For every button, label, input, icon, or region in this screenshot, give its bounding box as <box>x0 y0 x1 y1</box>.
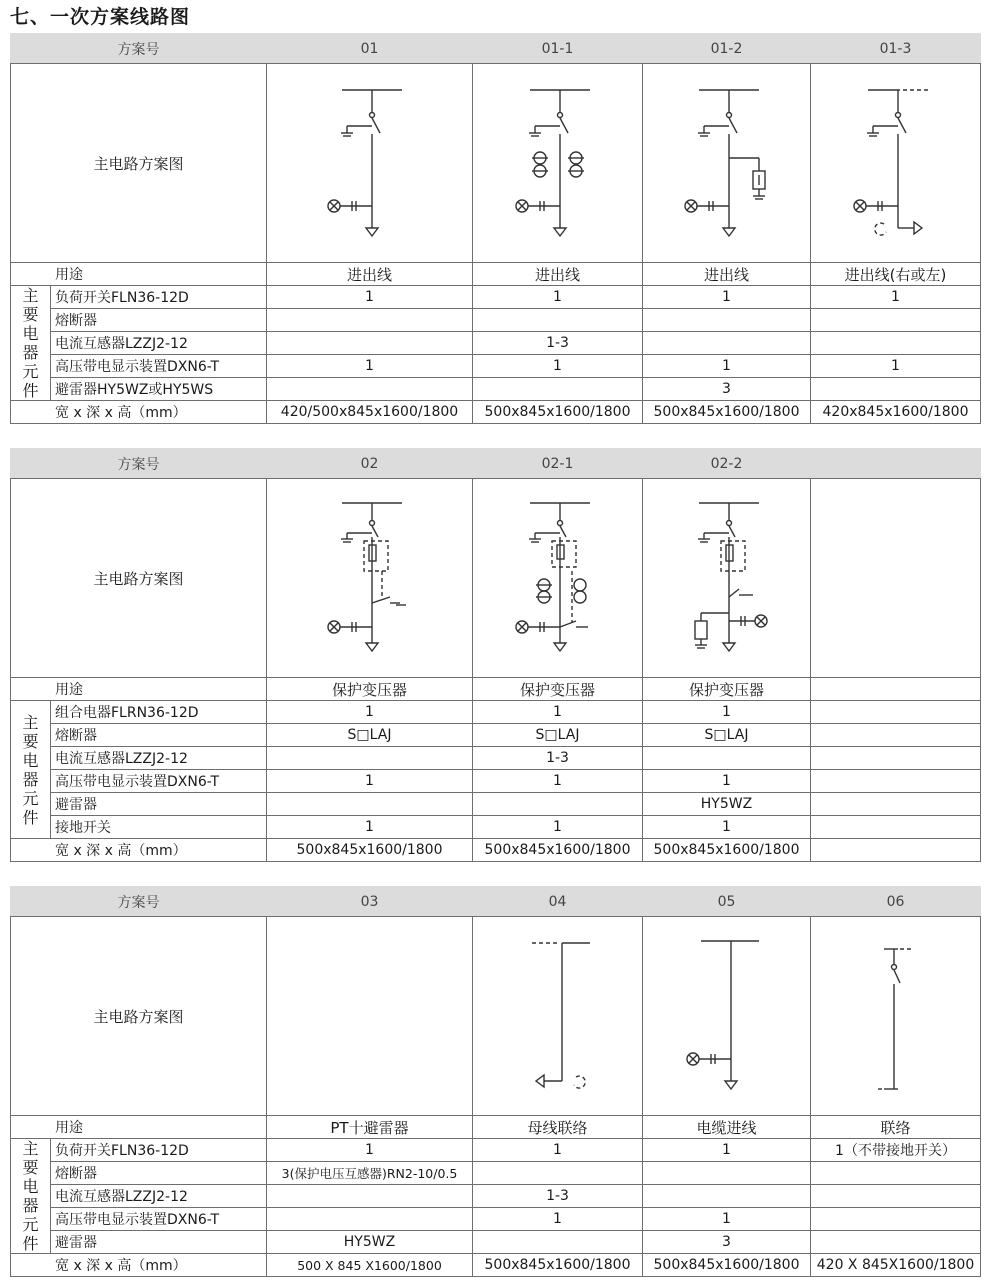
empty-diagram-cell <box>267 917 473 1116</box>
component-row <box>11 701 981 724</box>
component-value <box>811 747 981 770</box>
component-label: 避雷器HY5WZ或HY5WS <box>51 378 267 401</box>
component-value <box>811 724 981 747</box>
component-value: 1 <box>811 286 981 309</box>
circuit-diagram-06 <box>811 917 981 1116</box>
scheme-table-1 <box>10 33 981 424</box>
component-value: 1 <box>267 701 473 724</box>
usage-row <box>11 1116 981 1139</box>
component-value: 1 <box>643 1139 811 1162</box>
component-value <box>643 1185 811 1208</box>
size-value: 420 X 845X1600/1800 <box>811 1254 981 1277</box>
scheme-table-2 <box>10 448 981 862</box>
component-value: HY5WZ <box>267 1231 473 1254</box>
component-value: 1 <box>811 355 981 378</box>
usage-value: 电缆进线 <box>643 1116 811 1139</box>
component-label: 电流互感器LZZJ2-12 <box>51 332 267 355</box>
usage-value: 保护变压器 <box>267 678 473 701</box>
circuit-diagram-02-1 <box>473 479 643 678</box>
component-row <box>11 1139 981 1162</box>
size-row <box>11 839 981 862</box>
size-value: 420x845x1600/1800 <box>811 401 981 424</box>
component-label: 熔断器 <box>51 724 267 747</box>
component-value <box>811 793 981 816</box>
component-row <box>11 286 981 309</box>
circuit-01-svg <box>322 78 422 248</box>
usage-value: 进出线 <box>267 263 473 286</box>
diagram-row <box>11 64 981 263</box>
component-value <box>267 747 473 770</box>
component-value <box>473 1231 643 1254</box>
usage-label: 用途 <box>11 1116 267 1139</box>
header-row <box>11 449 981 479</box>
usage-value: 联络 <box>811 1116 981 1139</box>
size-value: 500x845x1600/1800 <box>267 839 473 862</box>
usage-value: PT十避雷器 <box>267 1116 473 1139</box>
component-value <box>473 378 643 401</box>
component-row <box>11 355 981 378</box>
size-value: 420/500x845x1600/1800 <box>267 401 473 424</box>
component-value <box>473 793 643 816</box>
scheme-header-label: 方案号 <box>11 34 267 64</box>
size-value: 500x845x1600/1800 <box>643 839 811 862</box>
component-label: 负荷开关FLN36-12D <box>51 286 267 309</box>
component-value: 1 <box>473 816 643 839</box>
component-value: 1 <box>267 355 473 378</box>
scheme-number: 01 <box>267 34 473 64</box>
scheme-number: 05 <box>643 887 811 917</box>
component-value <box>267 309 473 332</box>
circuit-06-svg <box>848 931 948 1101</box>
component-value <box>811 701 981 724</box>
circuit-02-svg <box>322 493 422 663</box>
scheme-number: 04 <box>473 887 643 917</box>
usage-value: 保护变压器 <box>473 678 643 701</box>
circuit-02-1-svg <box>510 493 610 663</box>
component-value: 1 <box>473 286 643 309</box>
scheme-number: 01-1 <box>473 34 643 64</box>
component-value: 1-3 <box>473 332 643 355</box>
component-value <box>473 1162 643 1185</box>
component-value <box>643 747 811 770</box>
component-label: 电流互感器LZZJ2-12 <box>51 747 267 770</box>
component-group-label: 主要电器元件 <box>11 701 51 839</box>
component-row <box>11 793 981 816</box>
circuit-04-svg <box>510 931 610 1101</box>
component-value <box>811 816 981 839</box>
circuit-diagram-05 <box>643 917 811 1116</box>
component-value: 1 <box>643 701 811 724</box>
scheme-number: 01-3 <box>811 34 981 64</box>
diagram-label: 主电路方案图 <box>11 917 267 1116</box>
component-value <box>811 332 981 355</box>
component-value <box>811 1231 981 1254</box>
circuit-01-3-svg <box>848 78 948 248</box>
component-value <box>811 770 981 793</box>
usage-value: 进出线(右或左) <box>811 263 981 286</box>
scheme-number: 02-1 <box>473 449 643 479</box>
size-row <box>11 1254 981 1277</box>
component-value <box>811 378 981 401</box>
component-label: 高压带电显示装置DXN6-T <box>51 355 267 378</box>
component-row <box>11 724 981 747</box>
component-label: 负荷开关FLN36-12D <box>51 1139 267 1162</box>
component-label: 熔断器 <box>51 309 267 332</box>
scheme-number: 02-2 <box>643 449 811 479</box>
component-value <box>267 378 473 401</box>
circuit-05-svg <box>679 931 779 1101</box>
usage-row <box>11 263 981 286</box>
component-row <box>11 816 981 839</box>
header-row <box>11 34 981 64</box>
circuit-diagram-01-3 <box>811 64 981 263</box>
size-row <box>11 401 981 424</box>
component-value: 3 <box>643 1231 811 1254</box>
component-row <box>11 1162 981 1185</box>
scheme-number: 03 <box>267 887 473 917</box>
component-row <box>11 309 981 332</box>
circuit-diagram-01 <box>267 64 473 263</box>
component-value: 1 <box>643 355 811 378</box>
circuit-01-2-svg <box>679 78 779 248</box>
circuit-diagram-04 <box>473 917 643 1116</box>
component-value <box>267 1185 473 1208</box>
size-label: 宽 x 深 x 高（mm） <box>11 401 267 424</box>
component-row <box>11 770 981 793</box>
component-label: 熔断器 <box>51 1162 267 1185</box>
component-value: 3(保护电压互感器)RN2-10/0.5 <box>267 1162 473 1185</box>
scheme-number: 02 <box>267 449 473 479</box>
component-value: 1 <box>643 1208 811 1231</box>
usage-value: 保护变压器 <box>643 678 811 701</box>
component-value: 1 <box>643 286 811 309</box>
scheme-header-label: 方案号 <box>11 887 267 917</box>
component-value: 1 <box>473 770 643 793</box>
component-value: 1 <box>473 1139 643 1162</box>
component-value: 1 <box>473 701 643 724</box>
component-value <box>811 309 981 332</box>
component-row <box>11 1185 981 1208</box>
usage-label: 用途 <box>11 263 267 286</box>
component-value: 1-3 <box>473 1185 643 1208</box>
usage-row <box>11 678 981 701</box>
component-value: 1 <box>643 816 811 839</box>
component-value: HY5WZ <box>643 793 811 816</box>
circuit-02-2-svg <box>679 493 779 663</box>
component-row <box>11 747 981 770</box>
component-row <box>11 1231 981 1254</box>
circuit-diagram-02-2 <box>643 479 811 678</box>
component-value <box>473 309 643 332</box>
usage-value: 进出线 <box>643 263 811 286</box>
component-row <box>11 1208 981 1231</box>
size-value: 500x845x1600/1800 <box>643 401 811 424</box>
component-value: 1（不带接地开关） <box>811 1139 981 1162</box>
circuit-diagram-01-1 <box>473 64 643 263</box>
component-group-label: 主要电器元件 <box>11 1139 51 1254</box>
component-value: 3 <box>643 378 811 401</box>
component-value: S□LAJ <box>473 724 643 747</box>
diagram-row <box>11 479 981 678</box>
empty-diagram-cell <box>811 479 981 678</box>
scheme-table-3 <box>10 886 981 1277</box>
component-group-label: 主要电器元件 <box>11 286 51 401</box>
component-value: S□LAJ <box>643 724 811 747</box>
diagram-label: 主电路方案图 <box>11 64 267 263</box>
usage-label: 用途 <box>11 678 267 701</box>
component-value: 1 <box>473 1208 643 1231</box>
usage-value: 进出线 <box>473 263 643 286</box>
size-value: 500x845x1600/1800 <box>473 839 643 862</box>
size-value: 500 X 845 X1600/1800 <box>267 1254 473 1277</box>
scheme-number <box>811 449 981 479</box>
size-value: 500x845x1600/1800 <box>473 1254 643 1277</box>
component-value <box>267 1208 473 1231</box>
component-value <box>643 309 811 332</box>
component-value <box>643 1162 811 1185</box>
component-value: 1 <box>473 355 643 378</box>
usage-value: 母线联络 <box>473 1116 643 1139</box>
circuit-diagram-02 <box>267 479 473 678</box>
component-value: S□LAJ <box>267 724 473 747</box>
circuit-01-1-svg <box>510 78 610 248</box>
component-value <box>811 1162 981 1185</box>
component-value <box>643 332 811 355</box>
circuit-diagram-01-2 <box>643 64 811 263</box>
size-label: 宽 x 深 x 高（mm） <box>11 839 267 862</box>
component-label: 高压带电显示装置DXN6-T <box>51 770 267 793</box>
component-value: 1 <box>267 816 473 839</box>
component-value: 1 <box>267 286 473 309</box>
component-value: 1 <box>267 1139 473 1162</box>
component-value: 1-3 <box>473 747 643 770</box>
page-title: 七、一次方案线路图 <box>10 6 191 28</box>
component-value <box>267 332 473 355</box>
component-value <box>267 793 473 816</box>
component-row <box>11 378 981 401</box>
component-row <box>11 332 981 355</box>
component-label: 组合电器FLRN36-12D <box>51 701 267 724</box>
size-value: 500x845x1600/1800 <box>643 1254 811 1277</box>
size-label: 宽 x 深 x 高（mm） <box>11 1254 267 1277</box>
component-value: 1 <box>643 770 811 793</box>
size-value <box>811 839 981 862</box>
component-label: 接地开关 <box>51 816 267 839</box>
size-value: 500x845x1600/1800 <box>473 401 643 424</box>
header-row <box>11 887 981 917</box>
component-value <box>811 1185 981 1208</box>
scheme-number: 01-2 <box>643 34 811 64</box>
component-value <box>811 1208 981 1231</box>
scheme-header-label: 方案号 <box>11 449 267 479</box>
diagram-row <box>11 917 981 1116</box>
component-label: 高压带电显示装置DXN6-T <box>51 1208 267 1231</box>
component-label: 避雷器 <box>51 1231 267 1254</box>
component-value: 1 <box>267 770 473 793</box>
component-label: 避雷器 <box>51 793 267 816</box>
component-label: 电流互感器LZZJ2-12 <box>51 1185 267 1208</box>
diagram-label: 主电路方案图 <box>11 479 267 678</box>
scheme-number: 06 <box>811 887 981 917</box>
usage-value <box>811 678 981 701</box>
